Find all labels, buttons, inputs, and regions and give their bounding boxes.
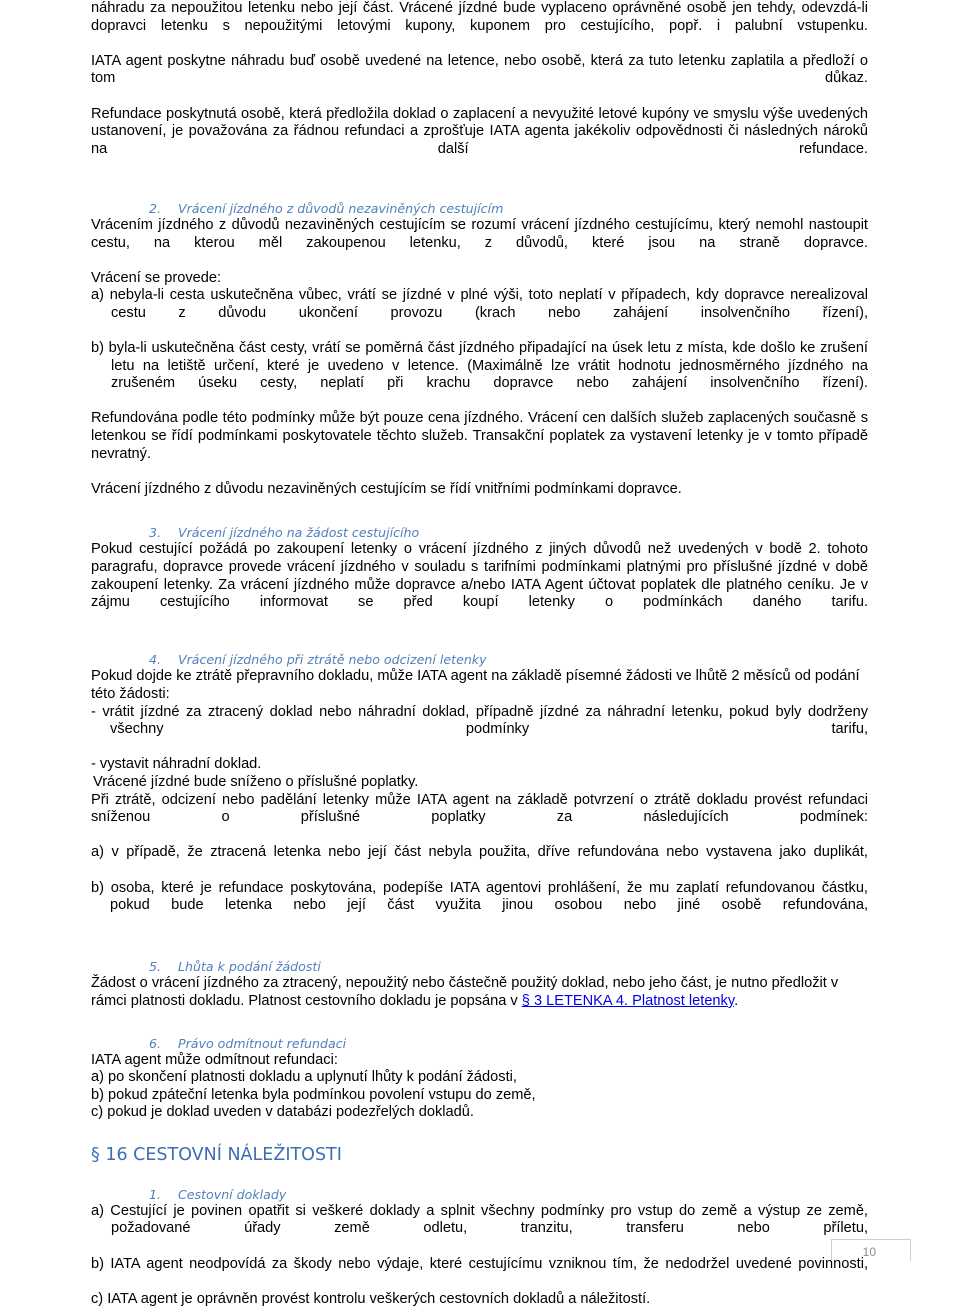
- section-title: Vrácení jízdného při ztrátě nebo odcizení letenky: [178, 652, 487, 668]
- list-item: - vystavit náhradní doklad.: [91, 756, 262, 773]
- section-heading-5: [91, 958, 868, 975]
- section-heading-3: [91, 524, 868, 541]
- paragraph: IATA agent může odmítnout refundaci:: [91, 1051, 338, 1068]
- list-item: a) po skončení platnosti dokladu a uplynutí lhůty k podání žádosti,: [91, 1069, 517, 1086]
- section-number: 3.: [149, 525, 162, 541]
- list-item: c) pokud je doklad uveden v databázi podezřelých dokladů.: [91, 1104, 474, 1121]
- list-item: b) pokud zpáteční letenka byla podmínkou povolení vstupu do země,: [91, 1086, 536, 1103]
- paragraph: Pokud cestující požádá po zakoupení letenky o vrácení jízdného z jiných důvodů než uvedených v bodě 2. tohoto paragrafu, dopravce provede vrácení jízdného v souladu s tarifními podmínkami platnými pro příslušné jízdné v době zakoupení letenky. Za vrácení jízdného může dopravce a/nebo IATA Agent účtovat poplatek dle platného ceníku. Je v zájmu cestujícího informovat se před koupí letenky o podmínkách daného tarifu.: [91, 541, 868, 611]
- section-heading-2: [91, 200, 868, 217]
- section-number: 6.: [149, 1035, 162, 1051]
- document-page: [91, 0, 868, 1308]
- platnost-letenky-link[interactable]: § 3 LETENKA 4. Platnost letenky: [521, 992, 735, 1009]
- section-title: Vrácení jízdného na žádost cestujícího: [178, 525, 420, 541]
- paragraph-end: .: [734, 992, 739, 1009]
- list-item: b) IATA agent neodpovídá za škody nebo výdaje, které cestujícímu vzniknou tím, že nedodržel uvedené povinnosti,: [91, 1255, 868, 1272]
- paragraph-text: Žádost o vrácení jízdného za ztracený, nepoužitý nebo částečně použitý doklad, nebo jeho část, je nutno předložit v rámci platnosti dokladu. Platnost cestovního dokladu je popsána v: [91, 975, 839, 1009]
- section-heading-16-1: [91, 1186, 868, 1203]
- paragraph: Vrácení jízdného z důvodu nezaviněných cestujícím se řídí vnitřními podmínkami dopravce.: [91, 480, 682, 497]
- section-heading-4: [91, 651, 868, 668]
- paragraph: Refundována podle této podmínky může být pouze cena jízdného. Vrácení cen dalších služeb zaplacených současně s letenkou se řídí podmínkami poskytovatele těchto služeb. Transakční poplatek za vystavení letenky je v tomto případě nevratný.: [91, 410, 868, 462]
- list-item: a) Cestující je povinen opatřit si veškeré doklady a splnit všechny podmínky pro vstup do země a výstup ze země, požadované úřady země odletu, tranzitu, transferu nebo příletu,: [91, 1202, 868, 1237]
- paragraph: Pokud dojde ke ztrátě přepravního dokladu, může IATA agent na základě písemné žádosti ve lhůtě 2 měsíců od podání: [91, 668, 860, 685]
- paragraph: Vrácením jízdného z důvodů nezaviněných cestujícím se rozumí vrácení jízdného cestujícímu, který nemohl nastoupit cestu, na kterou měl zakoupenou letenku, z důvodů, které jsou na straně dopravce.: [91, 216, 868, 251]
- paragraph: Při ztrátě, odcizení nebo padělání letenky může IATA agent na základě potvrzení o ztrátě dokladu provést refundaci sníženou o příslušné poplatky za následujících podmínek:: [91, 791, 868, 826]
- chapter-heading-16: § 16 CESTOVNÍ NÁLEŽITOSTI: [91, 1144, 342, 1165]
- paragraph: [91, 975, 868, 1010]
- section-number: 1.: [149, 1186, 162, 1202]
- section-number: 5.: [149, 959, 162, 975]
- paragraph: Vrácení se provede:: [91, 269, 222, 286]
- list-item: a) nebyla-li cesta uskutečněna vůbec, vrátí se jízdné v plné výši, toto neplatí v případech, kdy dopravce nerealizoval cestu z důvodu ukončení provozu (krach nebo zahájení insolvenčního řízení),: [91, 287, 868, 321]
- page-number: 10: [831, 1239, 911, 1261]
- section-title: Lhůta k podání žádosti: [178, 959, 321, 975]
- section-number: 4.: [149, 652, 162, 668]
- section-heading-6: [91, 1035, 868, 1052]
- paragraph-refund-intro: náhradu za nepoužitou letenku nebo její část. Vrácené jízdné bude vyplaceno oprávněné osobě jen tehdy, odevzdá-li dopravci letenku s nepoužitými letovými kupony, kuponem pro cestujícího, popř. i palubní vstupenku.: [91, 0, 868, 34]
- list-item: a) v případě, že ztracená letenka nebo její část nebyla použita, dříve refundována nebo vystavena jako duplikát,: [91, 844, 868, 861]
- section-title: Vrácení jízdného z důvodů nezaviněných cestujícím: [178, 200, 504, 216]
- list-item: - vrátit jízdné za ztracený doklad nebo náhradní doklad, případně jízdné za náhradní letenku, pokud byly dodrženy všechny podmínky tarifu,: [91, 703, 868, 738]
- list-item: b) osoba, které je refundace poskytována, podepíše IATA agentovi prohlášení, že mu zaplatí refundovanou částku, pokud bude letenka nebo její část využita jinou osobou nebo jiné osobě refundována,: [91, 879, 868, 914]
- section-title: Cestovní doklady: [178, 1186, 287, 1202]
- section-number: 2.: [149, 200, 162, 216]
- list-item: b) byla-li uskutečněna část cesty, vrátí se poměrná část jízdného připadající na úsek letu z místa, kde došlo ke zrušení letu na letiště určení, které je uvedeno v letence. (Maximálně lze vrátit hodnotu jednosměrného jízdného na zrušeném úseku cesty, neplatí při krachu dopravce nebo zahájení insolvenčního řízení).: [91, 340, 868, 392]
- paragraph-refund-recipient: IATA agent poskytne náhradu buď osobě uvedené na letence, nebo osobě, která za tuto letenku zaplatila a předloží o tom důkaz.: [91, 52, 868, 87]
- paragraph: Vrácené jízdné bude sníženo o příslušné poplatky.: [93, 773, 419, 790]
- paragraph: této žádosti:: [91, 686, 170, 702]
- list-item: c) IATA agent je oprávněn provést kontrolu veškerých cestovních dokladů a náležitostí.: [91, 1290, 651, 1307]
- paragraph-refund-liability: Refundace poskytnutá osobě, která předložila doklad o zaplacení a nevyužité letové kupóny ve smyslu výše uvedených ustanovení, je považována za řádnou refundaci a zprošťuje IATA agenta jakékoliv odpovědnosti či následných nároků na další refundace.: [91, 105, 868, 157]
- section-title: Právo odmítnout refundaci: [178, 1035, 347, 1051]
